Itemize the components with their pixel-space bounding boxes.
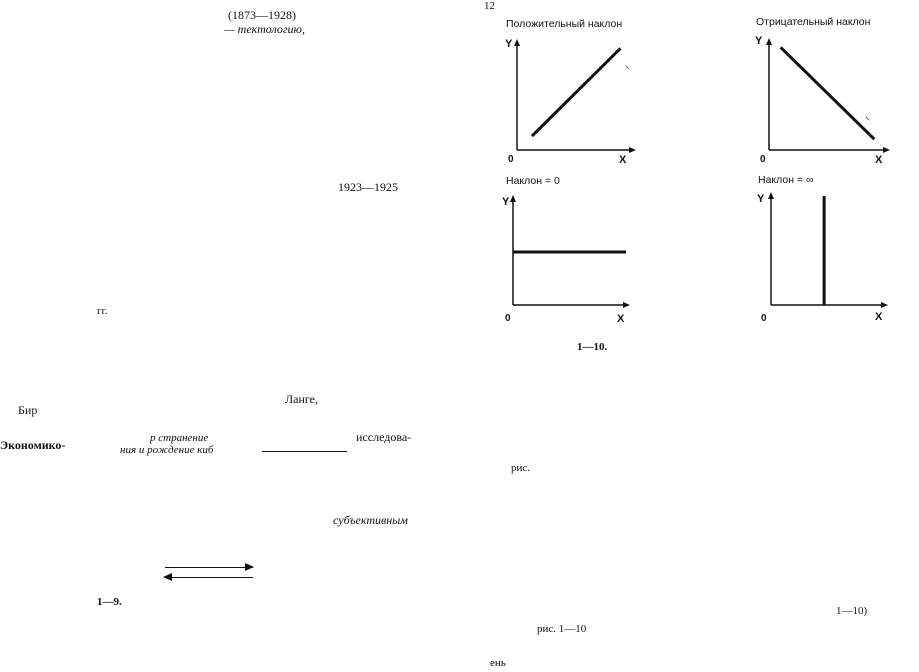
fragment-cyber: ния и рождение киб (120, 444, 214, 456)
y-axis-arrow (766, 38, 772, 45)
underline-rule (262, 451, 347, 452)
x-axis-arrow (629, 147, 636, 153)
gg-abbrev: гг. (97, 305, 108, 317)
y-axis-label: Y (505, 38, 513, 50)
scan-mark (626, 66, 629, 69)
x-axis-label: X (619, 154, 627, 166)
ris-1-10-text: рис. 1—10 (537, 623, 587, 635)
chart-positive-slope (500, 10, 650, 170)
fragment-spread: р странение (150, 432, 209, 444)
chart-infinite-slope (752, 172, 917, 330)
page-number: 12 (484, 0, 495, 12)
x-axis-label: X (875, 311, 883, 323)
y-axis-label: Y (755, 35, 763, 47)
bir-text: Бир (18, 403, 38, 417)
x-axis-arrow (881, 302, 888, 308)
chart-negative-slope (752, 10, 917, 170)
origin-label: 0 (760, 154, 766, 165)
y-axis-arrow (514, 39, 520, 46)
chart-title: Отрицательный наклон (756, 16, 871, 28)
scan-mark (866, 117, 869, 120)
chart-zero-slope (500, 172, 650, 330)
lange-text: Ланге, (285, 392, 318, 406)
economiko-text: Экономико- (0, 438, 66, 452)
figure-1-10-caption: 1—10. (577, 341, 608, 353)
arrow-left-head (163, 573, 172, 581)
x-axis-label: X (875, 154, 883, 166)
arrow-right-head (245, 563, 254, 571)
en-text: ень (490, 657, 506, 669)
y-axis-arrow (510, 195, 516, 202)
tectology-text: — тектологию, (224, 22, 306, 36)
years-1923: 1923—1925 (338, 180, 398, 194)
figure-1-9-caption: 1—9. (97, 596, 122, 608)
issledova-text: исследова- (356, 430, 412, 444)
y-axis-label: Y (757, 193, 765, 205)
origin-label: 0 (508, 154, 514, 165)
arrow-right-line (165, 567, 253, 568)
series-line (781, 47, 875, 139)
origin-label: 0 (505, 313, 511, 324)
chart-title: Положительный наклон (506, 18, 623, 30)
x-axis-label: X (617, 313, 625, 325)
ris-text: рис. (511, 462, 531, 474)
origin-label: 0 (761, 313, 767, 324)
chart-title: Наклон = ∞ (758, 174, 814, 186)
years-bogdanov: (1873—1928) (228, 8, 296, 22)
y-axis-arrow (768, 192, 774, 199)
chart-title: Наклон = 0 (506, 175, 560, 187)
arrow-left-line (165, 577, 253, 578)
ref-1-10-text: 1—10) (836, 605, 868, 617)
x-axis-arrow (883, 147, 890, 153)
y-axis-label: Y (502, 196, 510, 208)
subjective-text: субъективным (333, 513, 408, 527)
series-line (532, 48, 621, 136)
x-axis-arrow (623, 302, 630, 308)
